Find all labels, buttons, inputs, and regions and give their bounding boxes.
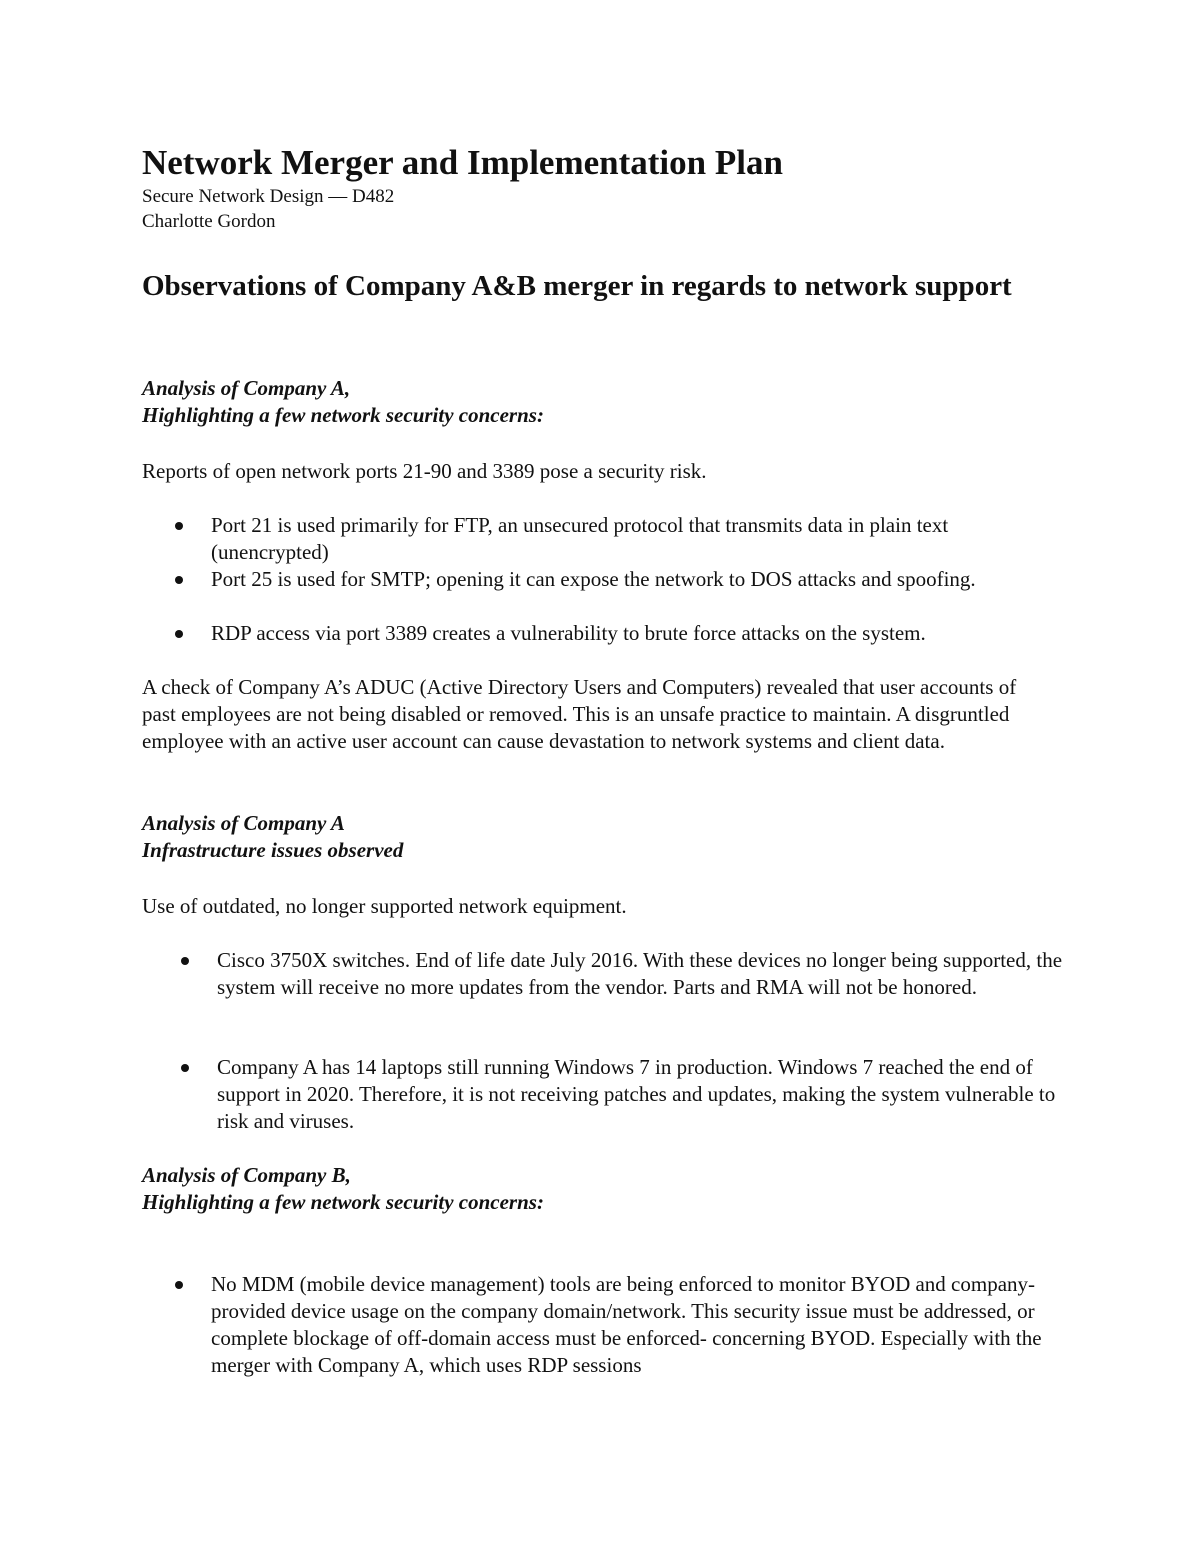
section-heading: Observations of Company A&B merger in regards to network support <box>142 270 1012 302</box>
company-a-subheading: Highlighting a few network security concerns: <box>142 403 544 427</box>
bullet-dot <box>175 630 183 638</box>
company-a-heading: Analysis of Company A, <box>142 376 351 400</box>
list-item: Cisco 3750X switches. End of life date July 2016. With these devices no longer being supported, the system will receive no more updates from the vendor. Parts and RMA will not be honored. <box>217 948 1063 999</box>
bullet-dot <box>175 1281 183 1289</box>
bullet-dot <box>175 522 183 530</box>
list-item: Port 21 is used primarily for FTP, an unsecured protocol that transmits data in plain text (unencrypted) <box>211 513 949 564</box>
company-b-subheading: Highlighting a few network security concerns: <box>142 1190 544 1214</box>
list-item: No MDM (mobile device management) tools are being enforced to monitor BYOD and company-provided device usage on the company domain/network. This security issue must be addressed, or complete blockage of off-domain access must be enforced- concerning BYOD. Especially with the merger with Company A, which uses RDP sessions <box>211 1272 1042 1377</box>
outdated-equipment-intro: Use of outdated, no longer supported network equipment. <box>142 894 627 918</box>
bullet-dot <box>175 576 183 584</box>
aduc-paragraph: A check of Company A’s ADUC (Active Directory Users and Computers) revealed that user accounts of past employees are not being disabled or removed. This is an unsafe practice to maintain. A disgruntled employee with an active user account can cause devastation to network systems and client data. <box>142 675 1017 753</box>
company-a-infra-subheading: Infrastructure issues observed <box>142 838 404 862</box>
course-line: Secure Network Design — D482 <box>142 186 395 207</box>
open-ports-intro: Reports of open network ports 21-90 and 3389 pose a security risk. <box>142 459 707 483</box>
bullet-dot <box>181 957 189 965</box>
document-title: Network Merger and Implementation Plan <box>142 143 783 182</box>
author-line: Charlotte Gordon <box>142 211 276 232</box>
company-b-heading: Analysis of Company B, <box>142 1163 351 1187</box>
list-item: Port 25 is used for SMTP; opening it can expose the network to DOS attacks and spoofing. <box>211 567 976 591</box>
company-a-infra-heading: Analysis of Company A <box>142 811 345 835</box>
list-item: RDP access via port 3389 creates a vulnerability to brute force attacks on the system. <box>211 621 926 645</box>
bullet-dot <box>181 1064 189 1072</box>
list-item: Company A has 14 laptops still running Windows 7 in production. Windows 7 reached the end of support in 2020. Therefore, it is not receiving patches and updates, making the system vulnerable to risk and viruses. <box>217 1055 1056 1133</box>
